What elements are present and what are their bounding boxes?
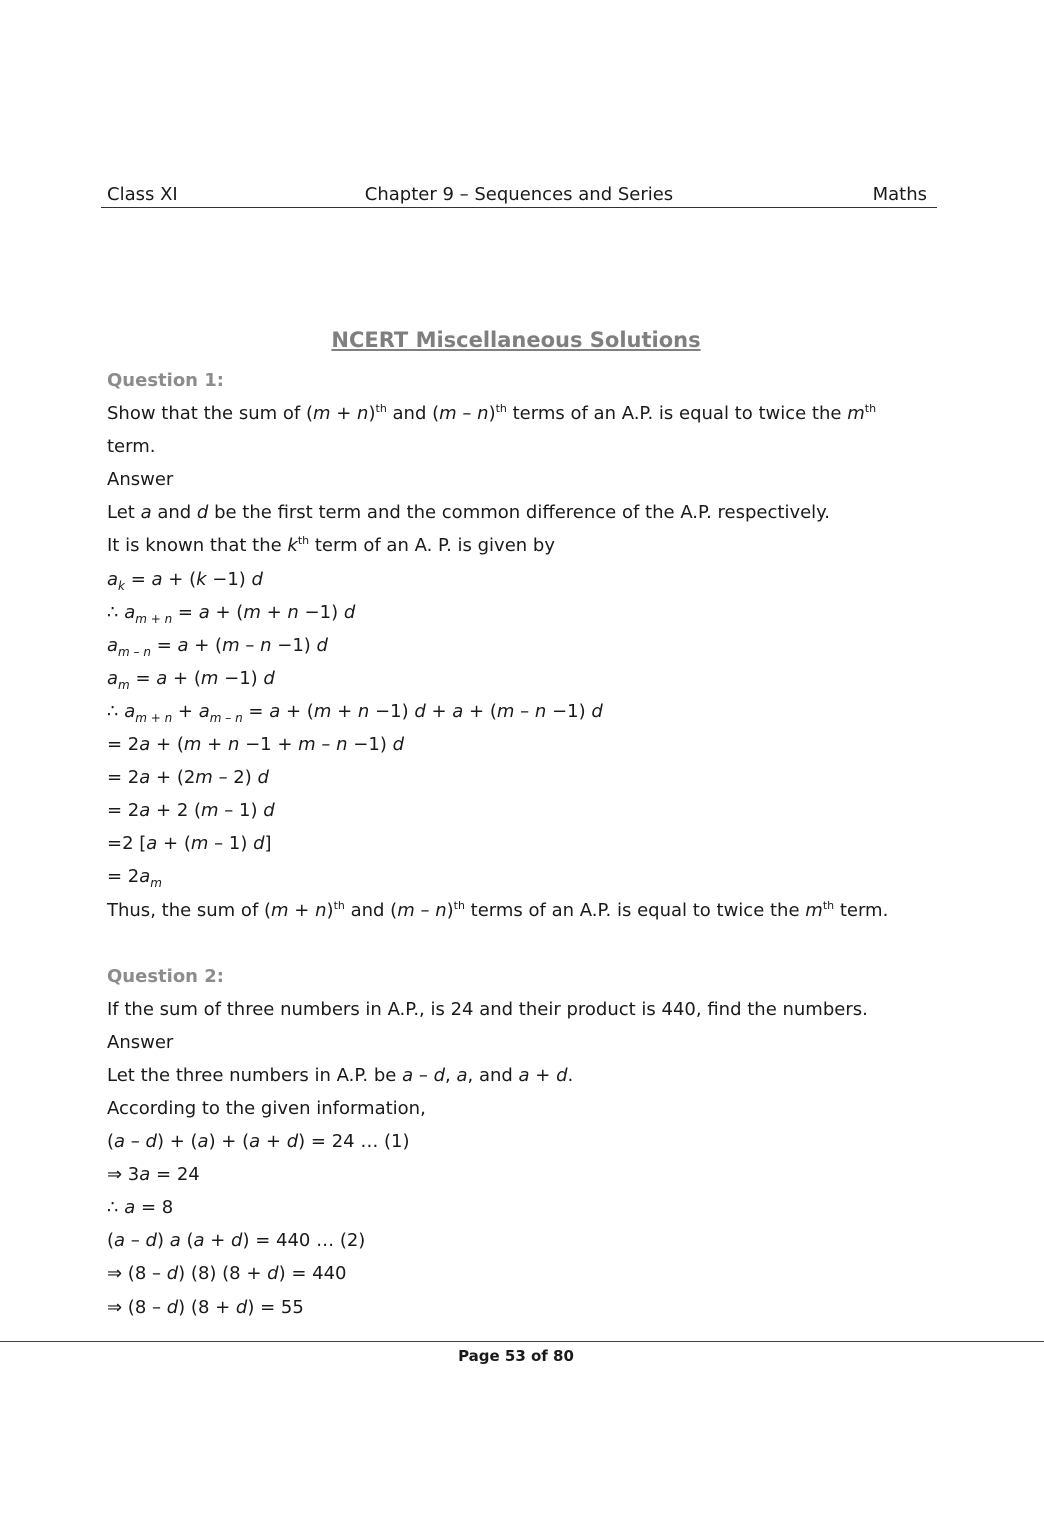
equation-line: $a_{m - n} = a + (m - n -1)$ d <box>107 634 328 659</box>
question-1-label: Question 1: <box>107 370 224 391</box>
equation-line: $a_k = a + (k -1)$ d <box>107 568 263 593</box>
equation-line: =2 [a + (m – 1) d] <box>107 833 272 855</box>
answer-1-label: Answer <box>107 469 174 491</box>
equation-line: ∴ $a_{m + n} + a_{m - n} = a + (m + n -1) d + a + (m - n -1)$ d <box>107 700 603 725</box>
equation-line: = 2a + (m + n −1 + m – n −1) d <box>107 734 404 756</box>
equation-line: ∴ $a_{m + n} = a + (m + n -1)$ d <box>107 601 356 626</box>
footer-divider <box>0 1341 1044 1342</box>
equation-line: = 2a + (2m – 2) d <box>107 767 269 789</box>
chapter-title: Chapter 9 – Sequences and Series <box>364 184 674 205</box>
answer-2-according: According to the given information, <box>107 1097 426 1119</box>
equation-line: = 2a + 2 (m – 1) d <box>107 800 275 822</box>
question-2-label: Question 2: <box>107 965 224 987</box>
question-1-text: Show that the sum of $(m + n)^{th}$ and (m – n)$^{th}$ terms of an A.P. is equal to twice the $m^{th}$ <box>107 402 877 425</box>
question-2-text: If the sum of three numbers in A.P., is 24 and their product is 440, find the numbers. <box>107 998 868 1020</box>
equation-line: ⇒ 3a = 24 <box>107 1164 200 1186</box>
equation-line: (a – d) + (a) + (a + d) = 24 … (1) <box>107 1131 410 1153</box>
answer-1-known: It is known that the $k^{th}$ term of an A. P. is given by <box>107 534 555 557</box>
subject-label: Maths <box>872 184 927 205</box>
class-label: Class XI <box>107 184 178 205</box>
equation-line: ∴ a = 8 <box>107 1197 174 1219</box>
page-header <box>101 183 937 208</box>
answer-2-label: Answer <box>107 1031 174 1053</box>
page-title: NCERT Miscellaneous Solutions <box>331 328 701 352</box>
equation-line: (a – d) a (a + d) = 440 … (2) <box>107 1230 366 1252</box>
page-number: Page 53 of 80 <box>458 1347 574 1365</box>
equation-line: = $2a_m$ <box>107 866 162 891</box>
equation-line: ⇒ (8 – d) (8) (8 + d) = 440 <box>107 1263 347 1285</box>
answer-1-let: Let a and d be the first term and the common difference of the A.P. respectively. <box>107 502 830 524</box>
equation-line: $a_m = a + (m -1)$ d <box>107 667 275 692</box>
question-1-text-cont: term. <box>107 436 156 458</box>
answer-2-let: Let the three numbers in A.P. be a – d, a, and a + d. <box>107 1064 574 1086</box>
solution-content <box>107 364 937 1324</box>
answer-1-conclusion: Thus, the sum of $(m + n)^{th}$ and (m – n)$^{th}$ terms of an A.P. is equal to twice the $m^{th}$ term. <box>107 898 889 921</box>
spacer <box>107 927 937 960</box>
equation-line: ⇒ (8 – d) (8 + d) = 55 <box>107 1296 304 1318</box>
